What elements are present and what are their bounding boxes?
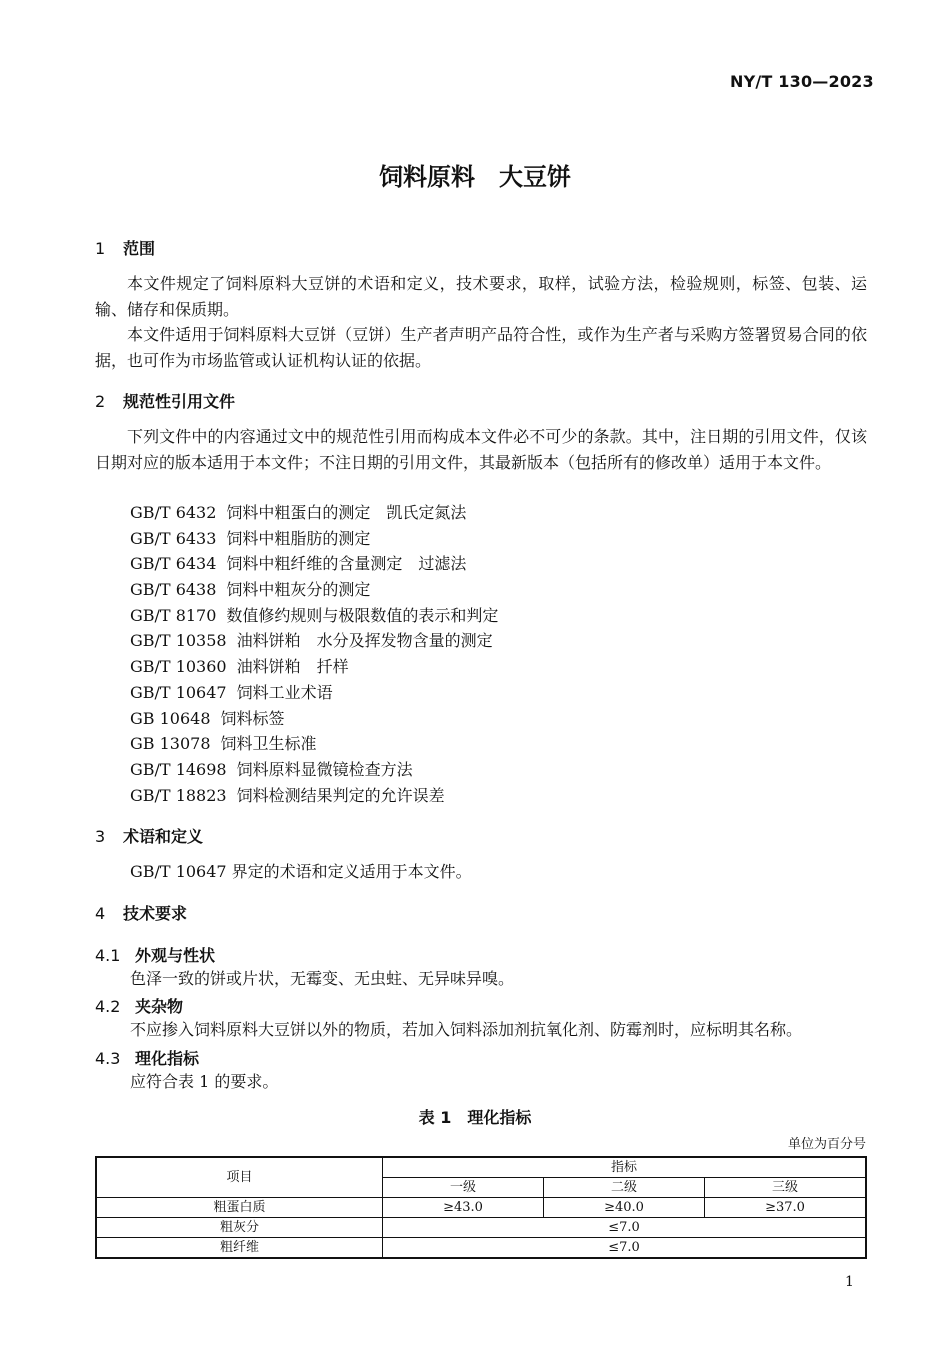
section-4-3-heading: [95, 1046, 199, 1069]
ref-title: 饲料卫生标准: [220, 734, 317, 754]
ref-title: 饲料检测结果判定的允许误差: [236, 785, 445, 805]
ref-code: GB/T 10647: [130, 682, 227, 702]
row-item: 粗纤维: [96, 1238, 383, 1259]
section-3-heading: [95, 824, 203, 847]
list-item: [130, 577, 498, 603]
list-item: [130, 783, 498, 809]
section-1-heading: [95, 236, 155, 259]
list-item: [130, 680, 498, 706]
standard-code: NY/T 130—2023: [730, 72, 874, 91]
table-row: [96, 1157, 866, 1178]
terms-paragraph: GB/T 10647 界定的术语和定义适用于本文件。: [130, 862, 472, 881]
list-item: [130, 551, 498, 577]
section-title: 规范性引用文件: [123, 392, 236, 411]
grade-3: 三级: [705, 1178, 867, 1198]
section-title: 夹杂物: [135, 997, 184, 1016]
grade-2: 二级: [544, 1178, 705, 1198]
section-4-heading: [95, 901, 187, 924]
spec-table: [95, 1156, 867, 1259]
row-value: ≤7.0: [383, 1238, 867, 1259]
list-item: [130, 603, 498, 629]
section-title: 技术要求: [123, 904, 188, 923]
section-number: 1: [95, 239, 106, 258]
ref-code: GB/T 6438: [130, 580, 217, 600]
section-title: 术语和定义: [123, 827, 204, 846]
ref-title: 饲料中粗灰分的测定: [226, 580, 371, 600]
list-item: [130, 526, 498, 552]
ref-code: GB/T 10360: [130, 657, 227, 677]
page-number: 1: [845, 1274, 854, 1290]
table-caption: 表 1 理化指标: [418, 1108, 532, 1127]
table-row: [96, 1238, 866, 1259]
section-4-1-heading: [95, 943, 215, 966]
grade-1: 一级: [383, 1178, 544, 1198]
ref-code: GB/T 8170: [130, 605, 217, 625]
ref-title: 油料饼粕 水分及挥发物含量的测定: [236, 631, 493, 651]
list-item: [130, 628, 498, 654]
ref-code: GB/T 6434: [130, 554, 217, 574]
section-title: 外观与性状: [135, 946, 216, 965]
reference-list: [130, 500, 498, 808]
table-row: [96, 1198, 866, 1218]
ref-code: GB/T 6433: [130, 528, 217, 548]
section-number: 3: [95, 827, 106, 846]
row-value: ≤7.0: [383, 1218, 867, 1238]
list-item: [130, 706, 498, 732]
row-value: ≥37.0: [705, 1198, 867, 1218]
section-number: 4.2: [95, 997, 121, 1016]
impurities-text: 不应掺入饲料原料大豆饼以外的物质，若加入饲料添加剂抗氧化剂、防霉剂时，应标明其名称。: [130, 1020, 803, 1039]
section-4-2-heading: [95, 994, 183, 1017]
references-intro: 下列文件中的内容通过文中的规范性引用而构成本文件必不可少的条款。其中，注日期的引用文件，仅该日期对应的版本适用于本文件；不注日期的引用文件，其最新版本（包括所有的修改单）适用于本文件。: [95, 427, 867, 472]
table-row: [96, 1218, 866, 1238]
section-title: 范围: [123, 239, 156, 258]
list-item: [130, 500, 498, 526]
ref-code: GB/T 14698: [130, 759, 227, 779]
row-item: 粗蛋白质: [96, 1198, 383, 1218]
scope-paragraph-1: 本文件规定了饲料原料大豆饼的术语和定义，技术要求，取样，试验方法，检验规则，标签、包装、运输、储存和保质期。: [95, 274, 867, 319]
ref-title: 油料饼粕 扦样: [236, 657, 349, 677]
ref-title: 饲料中粗蛋白的测定 凯氏定氮法: [226, 503, 467, 522]
ref-code: GB/T 18823: [130, 785, 227, 805]
physchem-text: 应符合表 1 的要求。: [130, 1072, 279, 1091]
ref-code: GB 13078: [130, 734, 211, 754]
ref-title: 饲料标签: [220, 708, 285, 728]
section-number: 4: [95, 904, 106, 923]
ref-title: 饲料工业术语: [236, 682, 333, 702]
ref-title: 饲料中粗脂肪的测定: [226, 528, 371, 548]
document-title: 饲料原料 大豆饼: [379, 163, 571, 191]
ref-code: GB/T 6432: [130, 503, 217, 522]
row-value: ≥43.0: [383, 1198, 544, 1218]
section-number: 4.3: [95, 1049, 121, 1068]
ref-code: GB/T 10358: [130, 631, 227, 651]
section-number: 2: [95, 392, 106, 411]
unit-note: 单位为百分号: [787, 1137, 866, 1152]
header-index: 指标: [383, 1157, 867, 1178]
list-item: [130, 654, 498, 680]
list-item: [130, 731, 498, 757]
ref-title: 饲料中粗纤维的含量测定 过滤法: [226, 554, 467, 574]
row-value: ≥40.0: [544, 1198, 705, 1218]
ref-title: 饲料原料显微镜检查方法: [236, 759, 413, 779]
list-item: [130, 757, 498, 783]
scope-paragraph-2: 本文件适用于饲料原料大豆饼（豆饼）生产者声明产品符合性，或作为生产者与采购方签署贸易合同的依据，也可作为市场监管或认证机构认证的依据。: [95, 325, 867, 370]
header-item: 项目: [96, 1157, 383, 1198]
ref-title: 数值修约规则与极限数值的表示和判定: [226, 605, 499, 625]
appearance-text: 色泽一致的饼或片状，无霉变、无虫蛀、无异味异嗅。: [130, 969, 515, 988]
section-title: 理化指标: [135, 1049, 200, 1068]
section-number: 4.1: [95, 946, 121, 965]
row-item: 粗灰分: [96, 1218, 383, 1238]
ref-code: GB 10648: [130, 708, 211, 728]
section-2-heading: [95, 389, 235, 412]
